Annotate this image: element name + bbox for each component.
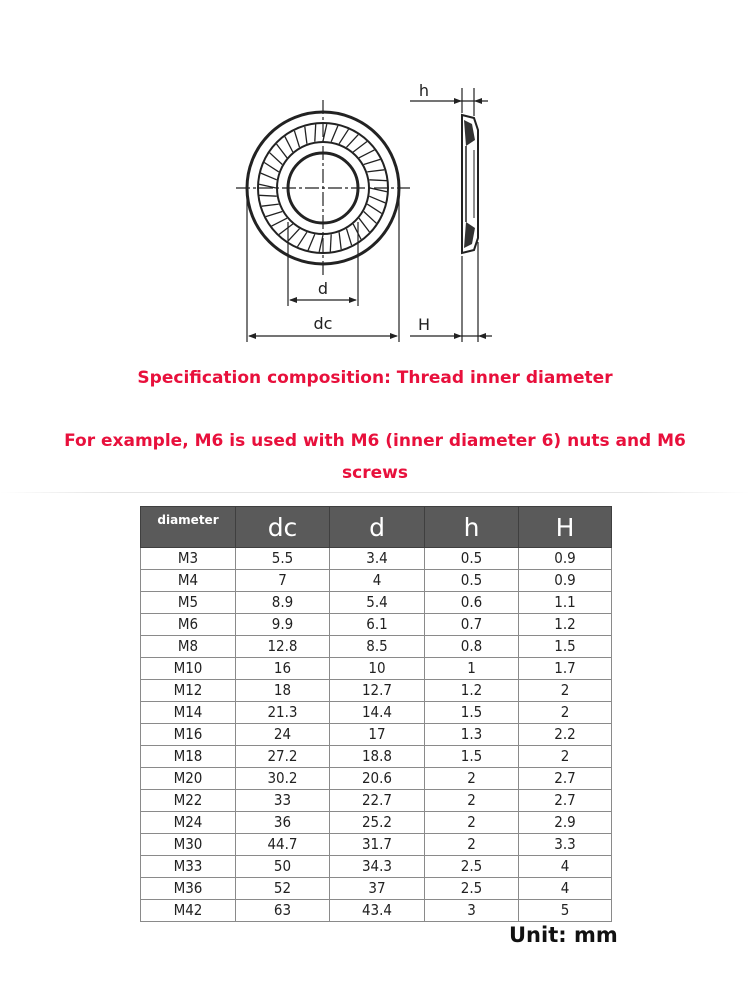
cell-diameter: M10: [141, 658, 236, 680]
cell-d: 12.7: [330, 680, 425, 702]
cell-dc: 16: [236, 658, 330, 680]
cell-H: 2.7: [519, 790, 612, 812]
cell-d: 6.1: [330, 614, 425, 636]
cell-dc: 24: [236, 724, 330, 746]
serration-tooth: [367, 204, 382, 213]
cell-dc: 8.9: [236, 592, 330, 614]
dim-d-arrow-right: [349, 297, 357, 303]
serration-tooth: [272, 218, 287, 226]
serration-tooth: [262, 204, 279, 206]
cell-d: 37: [330, 878, 425, 900]
dim-H-label: H: [417, 315, 431, 334]
serration-tooth: [353, 224, 361, 239]
cell-h: 0.6: [425, 592, 519, 614]
cell-h: 0.5: [425, 548, 519, 570]
dim-h-arrow-left: [454, 98, 462, 104]
cell-diameter: M3: [141, 548, 236, 570]
cell-H: 1.1: [519, 592, 612, 614]
cell-h: 2: [425, 812, 519, 834]
cell-d: 34.3: [330, 856, 425, 878]
cell-h: 1.5: [425, 702, 519, 724]
table-row: [141, 658, 612, 680]
example-text-line-1: For example, M6 is used with M6 (inner diameter 6) nuts and M6: [64, 431, 686, 451]
dim-d-label: d: [317, 279, 329, 298]
serration-tooth: [347, 229, 352, 246]
cell-diameter: M20: [141, 768, 236, 790]
serration-tooth: [353, 142, 367, 153]
cell-H: 2.7: [519, 768, 612, 790]
cell-d: 4: [330, 570, 425, 592]
cell-h: 2: [425, 790, 519, 812]
cell-d: 20.6: [330, 768, 425, 790]
cell-h: 0.5: [425, 570, 519, 592]
cell-H: 4: [519, 878, 612, 900]
dim-h-arrow-right: [474, 98, 482, 104]
cell-dc: 30.2: [236, 768, 330, 790]
cell-H: 5: [519, 900, 612, 922]
serration-tooth: [364, 159, 381, 164]
cell-d: 10: [330, 658, 425, 680]
serration-tooth: [331, 126, 338, 142]
cell-diameter: M33: [141, 856, 236, 878]
cell-H: 2: [519, 702, 612, 724]
spec-table: [140, 506, 612, 922]
table-row: [141, 878, 612, 900]
dim-d-arrow-left: [289, 297, 297, 303]
cell-d: 22.7: [330, 790, 425, 812]
dim-dc-label: dc: [313, 314, 333, 333]
table-row: [141, 856, 612, 878]
serration-tooth: [339, 232, 341, 249]
cell-H: 1.7: [519, 658, 612, 680]
cell-H: 4: [519, 856, 612, 878]
cell-d: 3.4: [330, 548, 425, 570]
table-row: [141, 768, 612, 790]
cell-H: 1.5: [519, 636, 612, 658]
serration-tooth: [298, 232, 307, 247]
serration-tooth: [339, 129, 348, 144]
cell-dc: 44.7: [236, 834, 330, 856]
serration-tooth: [259, 195, 276, 196]
serration-tooth: [285, 137, 293, 152]
cell-H: 0.9: [519, 570, 612, 592]
serration-tooth: [279, 224, 293, 235]
serration-tooth: [266, 212, 283, 217]
serration-tooth: [364, 212, 377, 224]
cell-H: 0.9: [519, 548, 612, 570]
header-H: H: [519, 507, 612, 548]
spec-composition-text: Specification composition: Thread inner diameter: [137, 368, 613, 388]
cell-d: 14.4: [330, 702, 425, 724]
cell-h: 2: [425, 768, 519, 790]
washer-drawing: [0, 0, 750, 360]
cell-diameter: M30: [141, 834, 236, 856]
cell-diameter: M5: [141, 592, 236, 614]
cell-h: 2.5: [425, 878, 519, 900]
cell-dc: 5.5: [236, 548, 330, 570]
cell-d: 18.8: [330, 746, 425, 768]
example-text-line-2: screws: [342, 463, 408, 483]
table-header-row: [141, 507, 612, 548]
side-view-serrations-bottom: [464, 222, 475, 248]
cell-diameter: M24: [141, 812, 236, 834]
cell-H: 3.3: [519, 834, 612, 856]
serration-tooth: [261, 173, 277, 180]
cell-dc: 21.3: [236, 702, 330, 724]
serration-tooth: [308, 234, 315, 250]
table-row: [141, 724, 612, 746]
cell-h: 0.7: [425, 614, 519, 636]
serration-tooth: [305, 127, 307, 144]
cell-dc: 7: [236, 570, 330, 592]
cell-diameter: M4: [141, 570, 236, 592]
serration-tooth: [359, 150, 374, 158]
divider: [0, 492, 750, 493]
serration-tooth: [369, 180, 386, 181]
cell-H: 2: [519, 680, 612, 702]
table-row: [141, 548, 612, 570]
cell-h: 3: [425, 900, 519, 922]
cell-diameter: M22: [141, 790, 236, 812]
table-row: [141, 702, 612, 724]
cell-dc: 50: [236, 856, 330, 878]
table-row: [141, 900, 612, 922]
cell-d: 43.4: [330, 900, 425, 922]
cell-dc: 33: [236, 790, 330, 812]
cell-diameter: M18: [141, 746, 236, 768]
cell-h: 1.3: [425, 724, 519, 746]
cell-h: 2: [425, 834, 519, 856]
serration-tooth: [277, 144, 288, 158]
serration-tooth: [347, 135, 359, 148]
cell-h: 1.2: [425, 680, 519, 702]
cell-d: 25.2: [330, 812, 425, 834]
cell-h: 1: [425, 658, 519, 680]
serration-tooth: [315, 124, 316, 141]
cell-diameter: M16: [141, 724, 236, 746]
serration-tooth: [270, 153, 283, 165]
cell-dc: 12.8: [236, 636, 330, 658]
cell-H: 2.9: [519, 812, 612, 834]
cell-dc: 52: [236, 878, 330, 900]
table-row: [141, 680, 612, 702]
table-row: [141, 834, 612, 856]
table-row: [141, 570, 612, 592]
cell-diameter: M42: [141, 900, 236, 922]
serration-tooth: [359, 218, 370, 232]
cell-diameter: M14: [141, 702, 236, 724]
cell-diameter: M36: [141, 878, 236, 900]
side-view-serrations-top: [464, 120, 475, 146]
unit-label: Unit: mm: [509, 923, 618, 947]
cell-h: 1.5: [425, 746, 519, 768]
cell-H: 1.2: [519, 614, 612, 636]
header-diameter: diameter: [141, 507, 236, 548]
cell-dc: 9.9: [236, 614, 330, 636]
cell-diameter: M8: [141, 636, 236, 658]
cell-diameter: M6: [141, 614, 236, 636]
serration-tooth: [264, 163, 279, 172]
table-row: [141, 636, 612, 658]
serration-tooth: [294, 131, 299, 148]
table-row: [141, 614, 612, 636]
serration-tooth: [367, 170, 384, 172]
cell-h: 2.5: [425, 856, 519, 878]
cell-dc: 36: [236, 812, 330, 834]
cell-H: 2: [519, 746, 612, 768]
cell-dc: 63: [236, 900, 330, 922]
cell-H: 2.2: [519, 724, 612, 746]
serration-tooth: [330, 234, 331, 251]
serration-tooth: [369, 196, 385, 203]
header-h: h: [425, 507, 519, 548]
cell-dc: 27.2: [236, 746, 330, 768]
cell-dc: 18: [236, 680, 330, 702]
dim-h-label: h: [418, 81, 430, 100]
table-row: [141, 592, 612, 614]
dim-dc-arrow-left: [248, 333, 256, 339]
header-d: d: [330, 507, 425, 548]
cell-d: 8.5: [330, 636, 425, 658]
dim-dc-arrow-right: [390, 333, 398, 339]
dim-H-arrow-right: [478, 333, 486, 339]
cell-h: 0.8: [425, 636, 519, 658]
cell-d: 5.4: [330, 592, 425, 614]
header-dc: dc: [236, 507, 330, 548]
serration-tooth: [288, 229, 300, 242]
table-row: [141, 790, 612, 812]
cell-d: 31.7: [330, 834, 425, 856]
cell-d: 17: [330, 724, 425, 746]
table-row: [141, 812, 612, 834]
table-row: [141, 746, 612, 768]
cell-diameter: M12: [141, 680, 236, 702]
dim-H-arrow-left: [454, 333, 462, 339]
